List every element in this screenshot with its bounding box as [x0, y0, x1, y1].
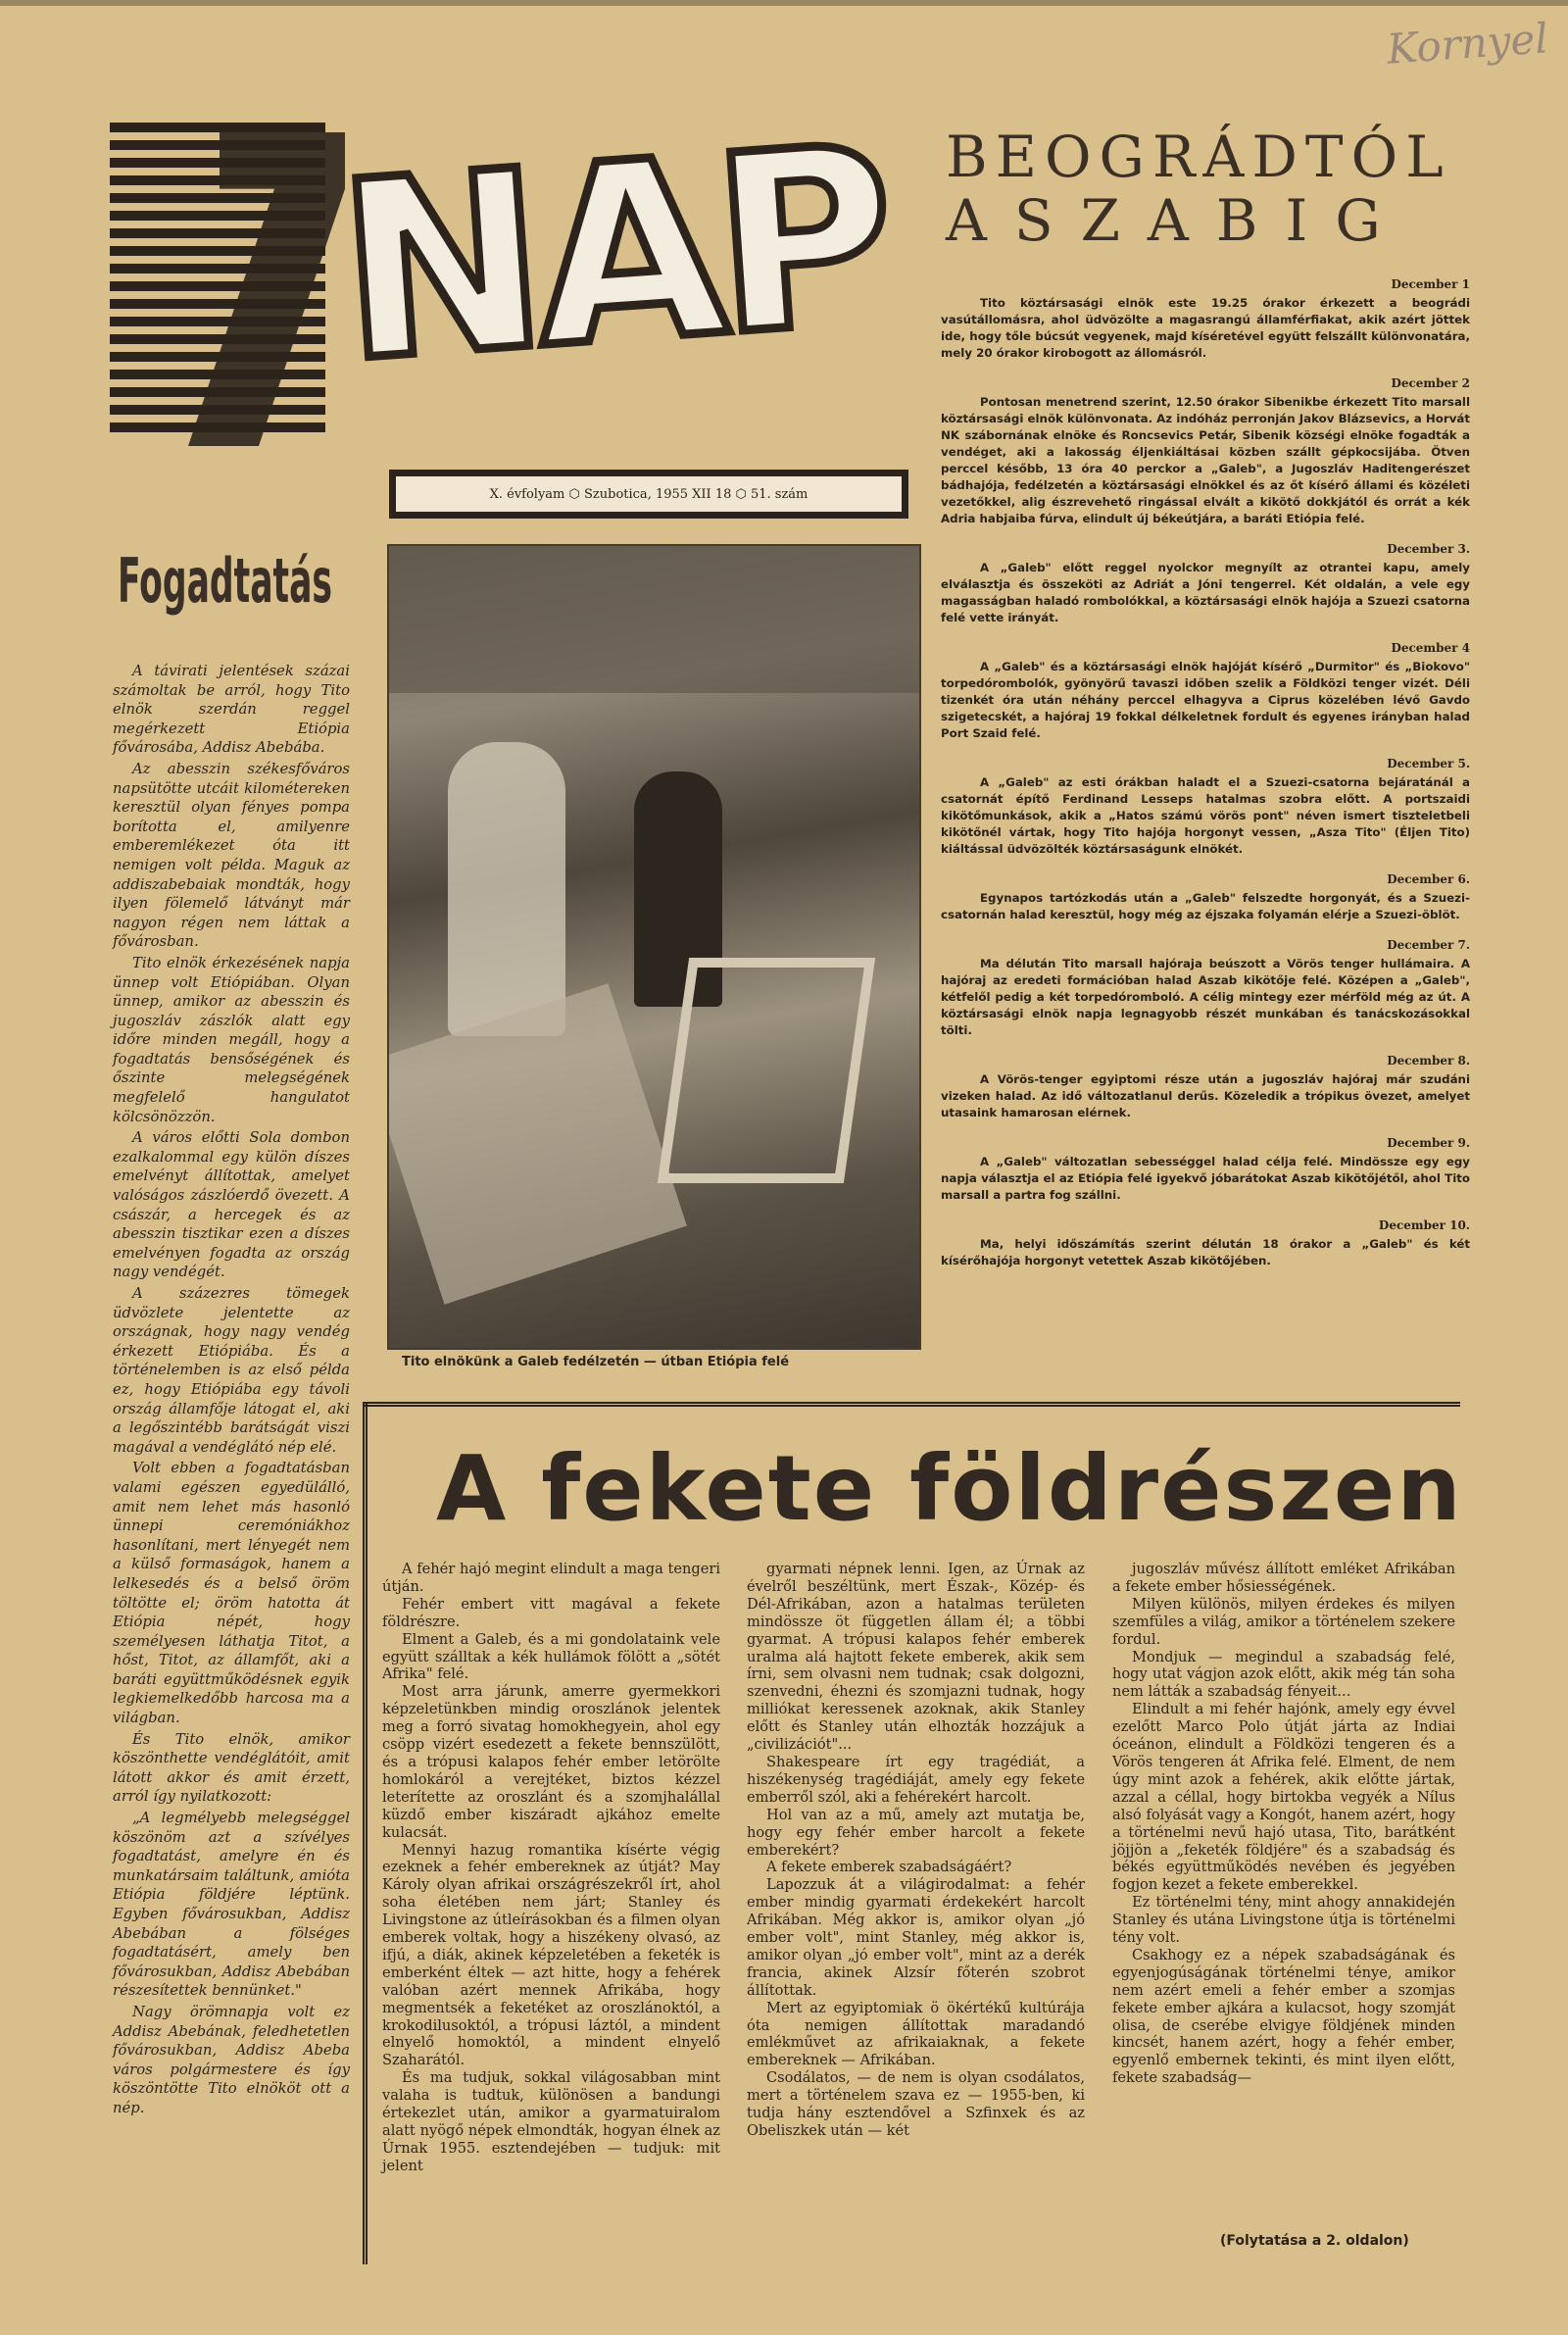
- paragraph: Csakhogy ez a népek szabadságának és egyenjogúságának történelmi ténye, amikor nem azért emeli a fehér ember a szomjas fekete ember ajkára a kulacsot, hogy szomját olisa, de cserébe elvigye földjének minden kincsét, hanem azért, hogy a fehér ember, egyenlő embernek tekinti, és mint ilyen előtt, fekete szabadság—: [1112, 1946, 1455, 2087]
- paragraph: Milyen különös, milyen érdekes és milyen szemfüles a világ, amikor a történelem szekere fordul.: [1112, 1595, 1455, 1648]
- article-column-2: [747, 1561, 1085, 2140]
- headline-line2: ASZABIG: [946, 186, 1408, 254]
- diary-date: December 6.: [1387, 872, 1470, 886]
- pencil-annotation: Kornyel: [1385, 14, 1550, 74]
- diary-entry: [941, 1217, 1470, 1269]
- paragraph: Nagy örömnapja volt ez Addisz Abebának, feledhetetlen fővárosukban, Addisz Abeba város polgármestere és így köszöntötte Tito elnököt ott a nép.: [113, 2003, 350, 2116]
- tito-photo: [387, 544, 921, 1350]
- diary-entry: [941, 640, 1470, 742]
- paragraph: Ez történelmi tény, mint ahogy annakidején Stanley és utána Livingstone útja is történelmi tény volt.: [1112, 1894, 1455, 1947]
- paragraph: Tito elnök érkezésének napja ünnep volt Etiópiában. Olyan ünnep, amikor az abesszin és jugoszláv zászlók alatt egy időre minden megáll, hogy a fogadtatás bensőségének és őszinte melegségének megfelelő hangulatot kölcsönözzön.: [113, 954, 350, 1125]
- diary-text: Egynapos tartózkodás után a „Galeb" felszedte horgonyát, és a Szuezi-csatornán halad keresztül, hogy még az éjszaka folyamán elérje a Szuezi-öblöt.: [941, 891, 1470, 921]
- masthead: [110, 92, 923, 522]
- diary-entry: [941, 541, 1470, 626]
- diary-text: A „Galeb" előtt reggel nyolckor megnyílt az otrantei kapu, amely elválasztja és összeköti az Adriát a Jóni tengerrel. Két oldalán, a vele egy magasságban haladó rombolókkal, a köztársasági elnök hajója a Szuezi csatorna felé vette irányát.: [941, 561, 1470, 624]
- paragraph: Hol van az a mű, amely azt mutatja be, hogy egy fehér ember harcolt a fekete emberekért?: [747, 1806, 1085, 1859]
- paragraph: Elindult a mi fehér hajónk, amely egy évvel ezelőtt Marco Polo útját járta az Indiai óceánon, elindult a Földközi tengeren és a Vörös tengeren át Afrika felé. Elment, de nem úgy mint azok a fehérek, akik előtte jártak, azzal a céllal, hogy birtokba vegyék a Nílus alsó folyását vagy a Kongót, hanem azért, hogy a történelmi nevű hajó utasa, Tito, barátként jöjjön a „feketék földjére" és a szabadság és békés együttműködés nevében és jegyében fogjon kezet a fekete emberekkel.: [1112, 1701, 1455, 1894]
- diary-entry: [941, 1135, 1470, 1204]
- paragraph: A város előtti Sola dombon ezalkalommal egy külön díszes emelvényt állítottak, amelyet valóságos zászlóerdő övezett. A császár, a hercegek és az abesszin tisztikar ezen a díszes emelvényen fogadta az ország nagy vendégét.: [113, 1129, 350, 1281]
- diary-text: Tito köztársasági elnök este 19.25 órakor érkezett a beográdi vasútállomásra, ahol üdvözölte a magasrangú államférfiakat, akik azért jöttek ide, hogy tőle búcsút vegyenek, majd kíséretével együtt felszállt különvonatára, mely 20 órakor kirobogott az állomásról.: [941, 296, 1470, 360]
- issue-line: X. évfolyam ⬡ Szubotica, 1955 XII 18 ⬡ 51. szám: [389, 470, 908, 519]
- diary-date: December 4: [1391, 641, 1470, 655]
- photo-caption: Tito elnökünk a Galeb fedélzetén — útban Etiópia felé: [402, 1355, 790, 1369]
- continued-note: (Folytatása a 2. oldalon): [1220, 2233, 1409, 2249]
- paragraph: Most arra járunk, amerre gyermekkori képzeletünkben mindig oroszlánok jelentek meg a forró sivatag homokhegyein, ahol egy csöpp vizért esedezett a fekete bennszülött, és a trópusi kalapos fehér ember letörölte homlokáról a verejtéket, biztos kézzel leterítette az oroszlánt és a szomjhalállal küzdő ember kiszáradt ajkához emelte kulacsát.: [382, 1683, 720, 1841]
- article-column-3: [1112, 1561, 1455, 2087]
- main-headline: A fekete földrészen: [436, 1436, 1463, 1541]
- paragraph: Shakespeare írt egy tragédiát, a hiszékenység tragédiáját, amely egy fekete emberről szól, aki a fehérekért harcolt.: [747, 1753, 1085, 1806]
- paragraph: Csodálatos, — de nem is olyan csodálatos, mert a történelem szava ez — 1955-ben, ki tudja hány esztendővel a Szfinxek és az Obeliszkek után — két: [747, 2069, 1085, 2139]
- diary-date: December 10.: [1378, 1218, 1470, 1232]
- headline-beograd: [946, 125, 1451, 253]
- diary-entry: [941, 871, 1470, 923]
- diary-column: [941, 276, 1470, 1283]
- headline-line1: BEOGRÁDTÓL: [946, 124, 1451, 190]
- diary-date: December 8.: [1387, 1054, 1470, 1068]
- diary-text: Ma délután Tito marsall hajóraja beúszott a Vörös tenger hullámaira. A hajóraj az eredeti formációban halad Aszab kikötője felé. Középen a „Galeb", kétfelől pedig a két torpedóromboló. A célig mintegy ezer mérföld még az út. A köztársasági elnök napja legnagyobb részét munkában és tanácskozásokkal tölti.: [941, 957, 1470, 1037]
- paragraph: Mennyi hazug romantika kísérte végig ezeknek a fehér embereknek az útját? May Károly olyan afrikai országrészekről írt, ahol soha életében nem járt; Stanley és Livingstone az útleírásokban és a filmen olyan emberek voltak, hogy a hiszékeny olvasó, az ifjú, a diák, akinek képzeletében a feketék is emberként éltek — azt hitte, hogy a fehérek valóban azért mennek Afrikába, hogy megmentsék a feketéket az oroszlánoktól, a krokodilusoktól, a trópusi láztól, a mindent elnyelő homoktól, a mindent elnyelő Szaharától.: [382, 1841, 720, 2069]
- paragraph: Fehér embert vitt magával a fekete földrészre.: [382, 1595, 720, 1630]
- paragraph: Elment a Galeb, és a mi gondolataink vele együtt szálltak a kék hullámok fölött a „sötét Afrika" felé.: [382, 1630, 720, 1683]
- diary-entry: [941, 375, 1470, 527]
- diary-entry: [941, 276, 1470, 362]
- paragraph: gyarmati népnek lenni. Igen, az Úrnak az évelről beszéltünk, mert Észak-, Közép- és Dél-Afrikában, azon a hatalmas területen mindössze öt független állam él; a többi gyarmat. A trópusi kalapos fehér emberek uralma alá hajtott fekete emberek, akik sem írni, sem olvasni nem tudnak; csak dolgozni, szenvedni, éhezni és szomjazni tudnak, hogy milliókat keressenek azoknak, akik Stanley előtt és Stanley után elhozták hozzájuk a „civilizációt"...: [747, 1561, 1085, 1754]
- paragraph: A távirati jelentések százai számoltak be arról, hogy Tito elnök szerdán reggel megérkezett Etiópia fővárosába, Addisz Abebába.: [113, 663, 350, 757]
- left-article-title: Fogadtatás: [118, 545, 333, 617]
- article-column-1: [382, 1561, 720, 2175]
- left-article-body: [113, 662, 350, 2120]
- paragraph: A fehér hajó megint elindult a maga tengeri útján.: [382, 1561, 720, 1595]
- paragraph: Mondjuk — megindul a szabadság felé, hogy utat vágjon azok előtt, akik még tán soha nem látták a szabadság fényeit...: [1112, 1648, 1455, 1701]
- vertical-rule: [363, 1402, 368, 2264]
- diary-text: A „Galeb" az esti órákban haladt el a Szuezi-csatorna bejáratánál a csatornát építő Ferdinand Lesseps hatalmas szobra előtt. A portszaidi kikötőmunkások, akik a „Hatos számú vörös pont" néven ismert tiszteletbeli kikötőnél vártak, hogy Tito hajója horgonyt vessen, „Asza Tito" (Éljen Tito) kiáltással üdvözölték köztársaságunk elnökét.: [941, 775, 1470, 856]
- paragraph: A fekete emberek szabadságáért?: [766, 1859, 1012, 1876]
- diary-date: December 7.: [1387, 938, 1470, 952]
- diary-date: December 1: [1391, 277, 1470, 291]
- paragraph: És Tito elnök, amikor köszönthette vendéglátóit, amit látott akkor és amit érzett, arról így nyilatkozott:: [113, 1730, 350, 1806]
- diary-text: Pontosan menetrend szerint, 12.50 órakor Sibenikbe érkezett Tito marsall köztársasági elnök különvonata. Az indóház perronján Jakov Blázsevics, a Horvát NK szábornának elnöke és Roncsevics Petár, Sibenik községi elnöke fogadták a vendéget, aki a lakosság éljenkiáltásai közben szállt gépkocsijába. Ötven perccel később, 13 óra 40 perckor a „Galeb", a Jugoszláv Haditengerészet bádhajója, fedélzetén a köztársasági elnökkel és az őt kísérő állami és közéleti vezetőkkel, alig észrevehető ringással elvált a kikötő dokkjától és orrát a kék Adria habjaiba fúrva, elindult új békeútjára, a baráti Etiópia felé.: [941, 395, 1470, 525]
- diary-text: A „Galeb" változatlan sebességgel halad célja felé. Mindössze egy egy napja választja el az Etiópia felé igyekvő jóbarátokat Aszab kikötőjétől, ahol Tito marsall a partra fog szállni.: [941, 1155, 1470, 1202]
- diary-date: December 3.: [1387, 542, 1470, 556]
- diary-entry: [941, 937, 1470, 1039]
- paragraph: Volt ebben a fogadtatásban valami egészen egyedülálló, amit nem lehet más hasonló ünnepi ceremóniákhoz hasonlítani, mert lényegét nem a külső formaságok, hanem a lelkesedés és a belső öröm töltötte el; öröm hatotta át Etiópia népét, hogy személyesen láthatja Titot, a hőst, Titot, az államfőt, aki a baráti együttműködésnek egyik legkiemelkedőbb harcosa ma a világban.: [113, 1460, 350, 1727]
- diary-date: December 9.: [1387, 1136, 1470, 1150]
- paper-edge: [0, 0, 1568, 6]
- diary-text: A „Galeb" és a köztársasági elnök hajóját kísérő „Durmitor" és „Biokovo" torpedórombolók, gyönyörű tavaszi időben szelik a Földközi tenger vizét. Déli tizenkét óra után néhány perccel elhagyva a Ciprus közelében lévő Gavdo szigetecskét, a hajóraj 19 fokkal délkeletnek fordult és egyenes irányban halad Port Szaid felé.: [941, 660, 1470, 740]
- diary-entry: [941, 756, 1470, 858]
- paragraph: Az abesszin székesfőváros napsütötte utcáit kilométereken keresztül olyan fényes pompa borította el, amilyenre emberemlékezet óta itt nemigen volt példa. Maguk az addiszabebaiak mondták, hogy ilyen fölemelő látványt már nagyon régen nem láttak a fővárosban.: [113, 760, 350, 951]
- paragraph: jugoszláv művész állított emléket Afrikában a fekete ember hősiességének.: [1112, 1561, 1455, 1595]
- logo-nap: NAP: [330, 92, 895, 417]
- diary-date: December 2: [1391, 376, 1470, 390]
- diary-entry: [941, 1053, 1470, 1121]
- horizontal-rule: [363, 1402, 1460, 1407]
- diary-text: A Vörös-tenger egyiptomi része után a jugoszláv hajóraj már szudáni vizeken halad. Az idő változatlanul derűs. Közeledik a trópikus övezet, amelyet utasaink hamarosan elérnek.: [941, 1072, 1470, 1119]
- diary-text: Ma, helyi időszámítás szerint délután 18 órakor a „Galeb" és két kísérőhajója horgonyt vetettek Aszab kikötőjében.: [941, 1237, 1470, 1267]
- paragraph: Lapozzuk át a világirodalmat: a fehér ember mindig gyarmati érdekekért harcolt Afrikában. Még akkor is, amikor olyan „jó ember volt", mint Stanley, még akkor is, amikor olyan „jó ember volt", mint az a derék francia, akinek Alzsír főterén szobrot állítottak.: [747, 1876, 1085, 1999]
- paragraph: És ma tudjuk, sokkal világosabban mint valaha is tudtuk, különösen a bandungi értekezlet után, amikor a gyarmatuiralom alatt nyögő népek elmondták, hogyan élnek az Úrnak 1955. esztendejében — tudjuk: mit jelent: [382, 2069, 720, 2174]
- paragraph: „A legmélyebb melegséggel köszönöm azt a szívélyes fogadtatást, amelyre én és munkatársaim találtunk, amióta Etiópia földjére léptünk. Egyben fővárosukban, Addisz Abebában a fölséges fogadtatásért, amely ben fővárosukban, Addisz Abebában részesítettek bennünket.": [113, 1810, 350, 2000]
- diary-date: December 5.: [1387, 757, 1470, 770]
- paragraph: A százezres tömegek üdvözlete jelentette az országnak, hogy nagy vendég érkezett Etiópiába. És a történelemben is az első példa ez, hogy Etiópiába egy távoli ország államfője látogat el, aki a legőszintébb barátságát viszi magával a vendéglátó nép elé.: [113, 1285, 350, 1456]
- paragraph: Mert az egyiptomiak ö ökértékű kultúrája óta nemigen állítottak maradandó emlékművet az afrikaiaknak, a fekete embereknek — Afrikában.: [747, 1999, 1085, 2069]
